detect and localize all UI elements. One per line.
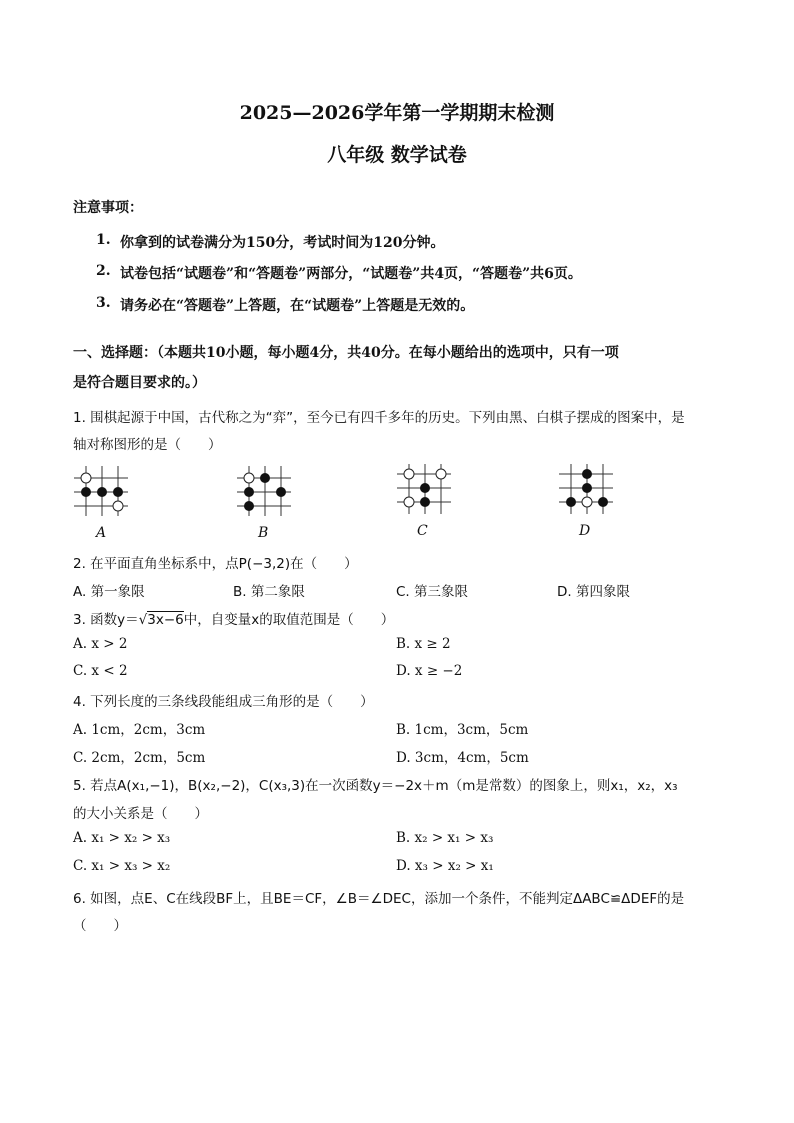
q3-option-c: C. x < 2 [73,663,128,679]
section1-heading-line1: 一、选择题：（本题共10小题，每小题4分，共40分。在每小题给出的选项中，只有一项 [73,345,619,361]
q3-option-b: B. x ≥ 2 [396,636,451,652]
notice-item-3-num: 3. [96,295,111,311]
q2-option-b: B. 第二象限 [233,584,305,600]
q6-stem-line1: 6. 如图，点E、C在线段BF上，且BE＝CF，∠B＝∠DEC，添加一个条件，不能判定ΔABC≌ΔDEF的是 [73,891,685,907]
q3-option-a: A. x > 2 [73,636,128,652]
q2-option-a: A. 第一象限 [73,584,145,600]
notice-heading: 注意事项： [73,200,143,216]
notice-item-2-num: 2. [96,263,111,279]
q1-stem-line1: 1. 围棋起源于中国，古代称之为“弈”，至今已有四千多年的历史。下列由黑、白棋子摆成的图案中，是 [73,410,685,426]
notice-item-1-num: 1. [96,232,111,248]
section1-heading-line2: 是符合题目要求的。） [73,375,206,391]
q3-stem [73,608,394,628]
go-board-label-d: D [579,523,591,539]
q5-option-c: C. x₁ > x₃ > x₂ [73,858,171,874]
notice-item-1: 你拿到的试卷满分为150分，考试时间为120分钟。 [120,235,445,251]
q4-option-a: A. 1cm，2cm，3cm [73,722,206,738]
q4-stem: 4. 下列长度的三条线段能组成三角形的是（ ） [73,694,374,710]
q4-option-b: B. 1cm，3cm，5cm [396,722,529,738]
q5-stem-line1: 5. 若点A(x₁,−1)，B(x₂,−2)，C(x₃,3)在一次函数y＝−2x＋m（m是常数）的图象上，则x₁，x₂，x₃ [73,778,678,794]
q5-option-b: B. x₂ > x₁ > x₃ [396,830,494,846]
q4-option-c: C. 2cm，2cm，5cm [73,750,206,766]
exam-subtitle: 八年级 数学试卷 [327,144,467,166]
go-board-label-a: A [96,525,107,541]
q5-option-a: A. x₁ > x₂ > x₃ [73,830,171,846]
q3-stem-post: 中，自变量x的取值范围是（ ） [183,612,395,628]
notice-item-3: 请务必在“答题卷”上答题，在“试题卷”上答题是无效的。 [120,298,475,314]
q2-option-c: C. 第三象限 [396,584,469,600]
sqrt-sign-icon: √ [138,612,148,628]
go-board-label-c: C [417,523,428,539]
go-board-label-b: B [258,525,269,541]
exam-title: 2025—2026学年第一学期期末检测 [239,102,555,124]
q1-stem-line2: 轴对称图形的是（ ） [73,437,222,453]
q2-option-d: D. 第四象限 [557,584,630,600]
q3-radicand: 3x−6 [147,612,184,628]
q3-stem-pre: 3. 函数y＝ [73,612,139,628]
q4-option-d: D. 3cm，4cm，5cm [396,750,529,766]
q6-stem-line2: （ ） [73,918,127,934]
q5-option-d: D. x₃ > x₂ > x₁ [396,858,494,874]
notice-item-2: 试卷包括“试题卷”和“答题卷”两部分，“试题卷”共4页，“答题卷”共6页。 [120,266,582,282]
q3-option-d: D. x ≥ −2 [396,663,463,679]
q5-stem-line2: 的大小关系是（ ） [73,806,208,822]
q2-stem: 2. 在平面直角坐标系中，点P(−3,2)在（ ） [73,556,358,572]
